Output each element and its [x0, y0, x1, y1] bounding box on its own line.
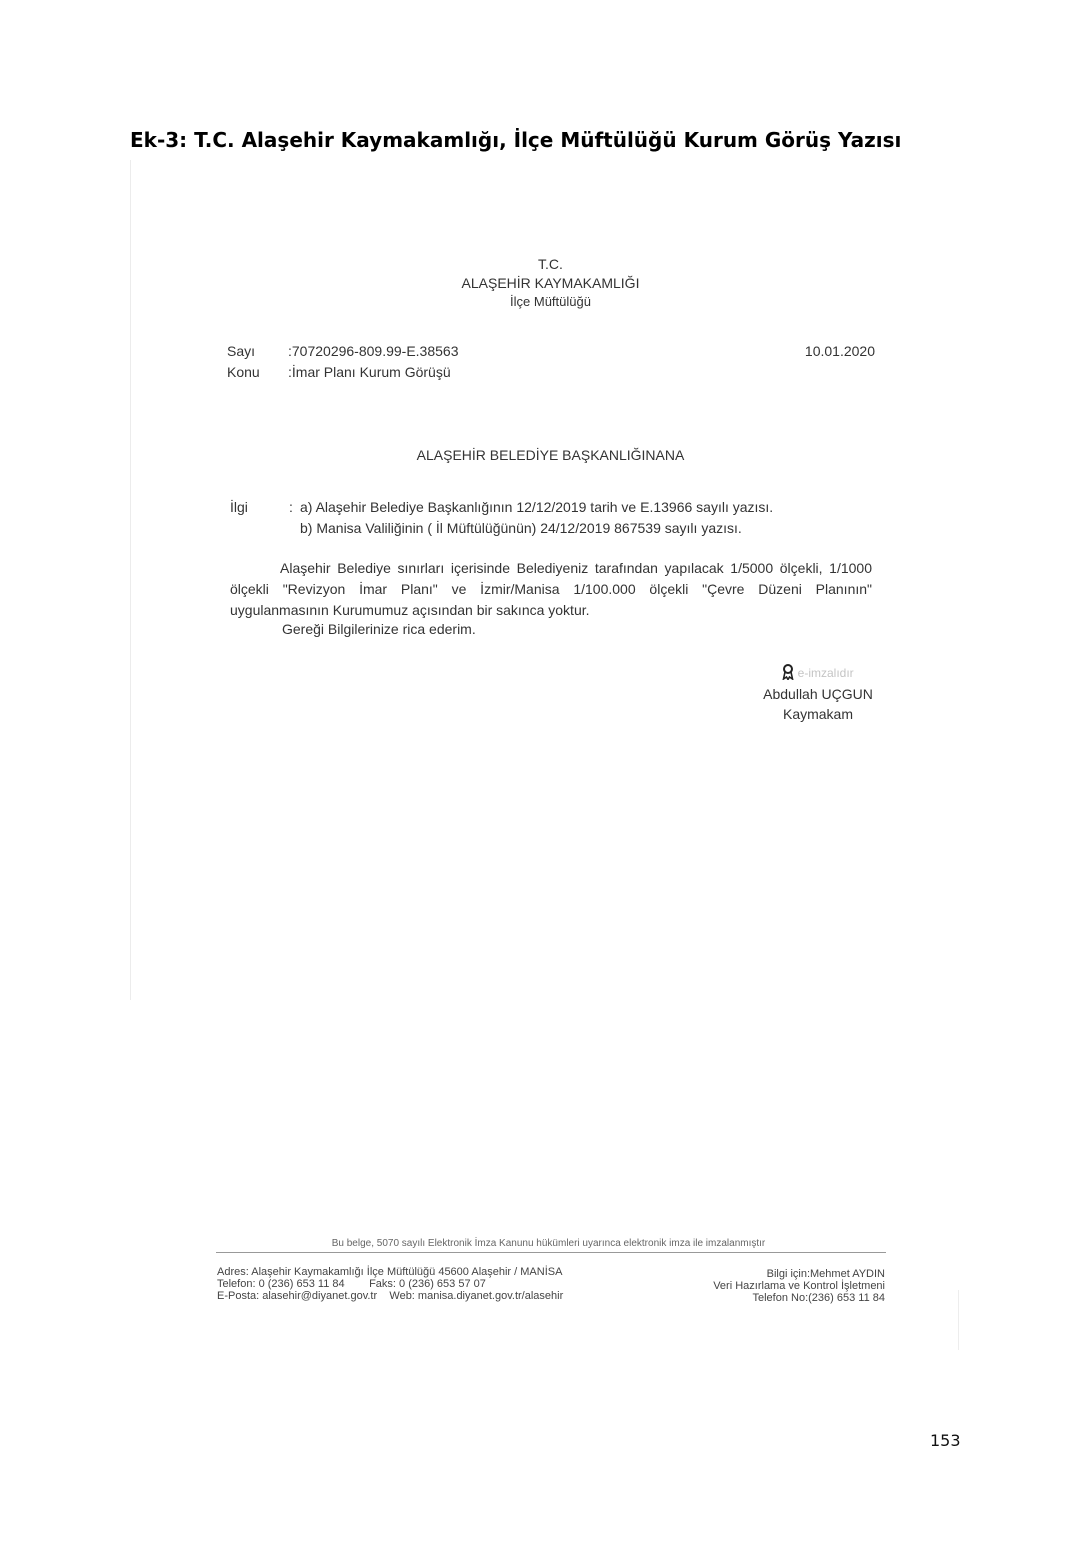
footer-contact — [217, 1266, 563, 1302]
signatory-name: Abdullah UÇGUN — [763, 686, 873, 702]
konu-label: Konu — [227, 364, 260, 380]
footer-info — [713, 1268, 885, 1304]
konu-value: :İmar Planı Kurum Görüşü — [288, 364, 451, 380]
footer-web: Web: manisa.diyanet.gov.tr/alasehir — [389, 1290, 564, 1302]
ilgi-item-a: a) Alaşehir Belediye Başkanlığının 12/12/2019 tarih ve E.13966 sayılı yazısı. — [300, 499, 774, 515]
closing-line: Gereği Bilgilerinize rica ederim. — [282, 621, 476, 637]
footer-email-web — [217, 1290, 563, 1302]
page-number: 153 — [930, 1431, 961, 1450]
scan-edge — [958, 1290, 959, 1350]
document-date: 10.01.2020 — [804, 343, 875, 359]
signature-block — [740, 664, 896, 722]
footer-divider — [216, 1252, 886, 1253]
letterhead-office: İlçe Müftülüğü — [510, 294, 591, 309]
esign-label: e-imzalıdır — [797, 666, 854, 680]
page-heading: Ek-3: T.C. Alaşehir Kaymakamlığı, İlçe Müftülüğü Kurum Görüş Yazısı — [130, 128, 902, 152]
recipient: ALAŞEHİR BELEDİYE BAŞKANLIĞINANA — [416, 447, 685, 463]
ribbon-icon — [782, 666, 797, 680]
footer-phone: Telefon: 0 (236) 653 11 84 — [217, 1278, 345, 1290]
letter-body: Alaşehir Belediye sınırları içerisinde Belediyeniz tarafından yapılacak 1/5000 ölçekli, 1/1000 ölçekli "Revizyon İmar Planı" ve İzmir/Manisa 1/100.000 ölçekli "Çevre Düzeni Planının" uygulanmasının Kurumumuz açısından bir sakınca yoktur. — [230, 560, 872, 618]
footer-fax: Faks: 0 (236) 653 57 07 — [369, 1278, 486, 1290]
info-phone: Telefon No:(236) 653 11 84 — [752, 1292, 885, 1304]
sayi-label: Sayı — [227, 343, 256, 359]
ilgi-item-b: b) Manisa Valiliğinin ( İl Müftülüğünün) 24/12/2019 867539 sayılı yazısı. — [300, 520, 742, 536]
footer-address: Adres: Alaşehir Kaymakamlığı İlçe Müftülüğü 45600 Alaşehir / MANİSA — [217, 1266, 563, 1278]
esign-notice: Bu belge, 5070 sayılı Elektronik İmza Kanunu hükümleri uyarınca elektronik imza ile imzalanmıştır — [331, 1238, 766, 1249]
footer-email: E-Posta: alasehir@diyanet.gov.tr — [217, 1290, 378, 1302]
sayi-value: :70720296-809.99-E.38563 — [288, 343, 459, 359]
letterhead-tc: T.C. — [538, 256, 563, 272]
letterhead-authority: ALAŞEHİR KAYMAKAMLIĞI — [461, 275, 640, 291]
signatory-title: Kaymakam — [782, 706, 854, 722]
footer-phone-fax — [217, 1278, 563, 1290]
esign-mark — [740, 664, 896, 684]
ilgi-colon: : — [289, 499, 293, 515]
ilgi-label: İlgi — [230, 499, 248, 515]
info-contact: Bilgi için:Mehmet AYDIN — [766, 1268, 885, 1280]
info-role: Veri Hazırlama ve Kontrol İşletmeni — [713, 1280, 885, 1292]
